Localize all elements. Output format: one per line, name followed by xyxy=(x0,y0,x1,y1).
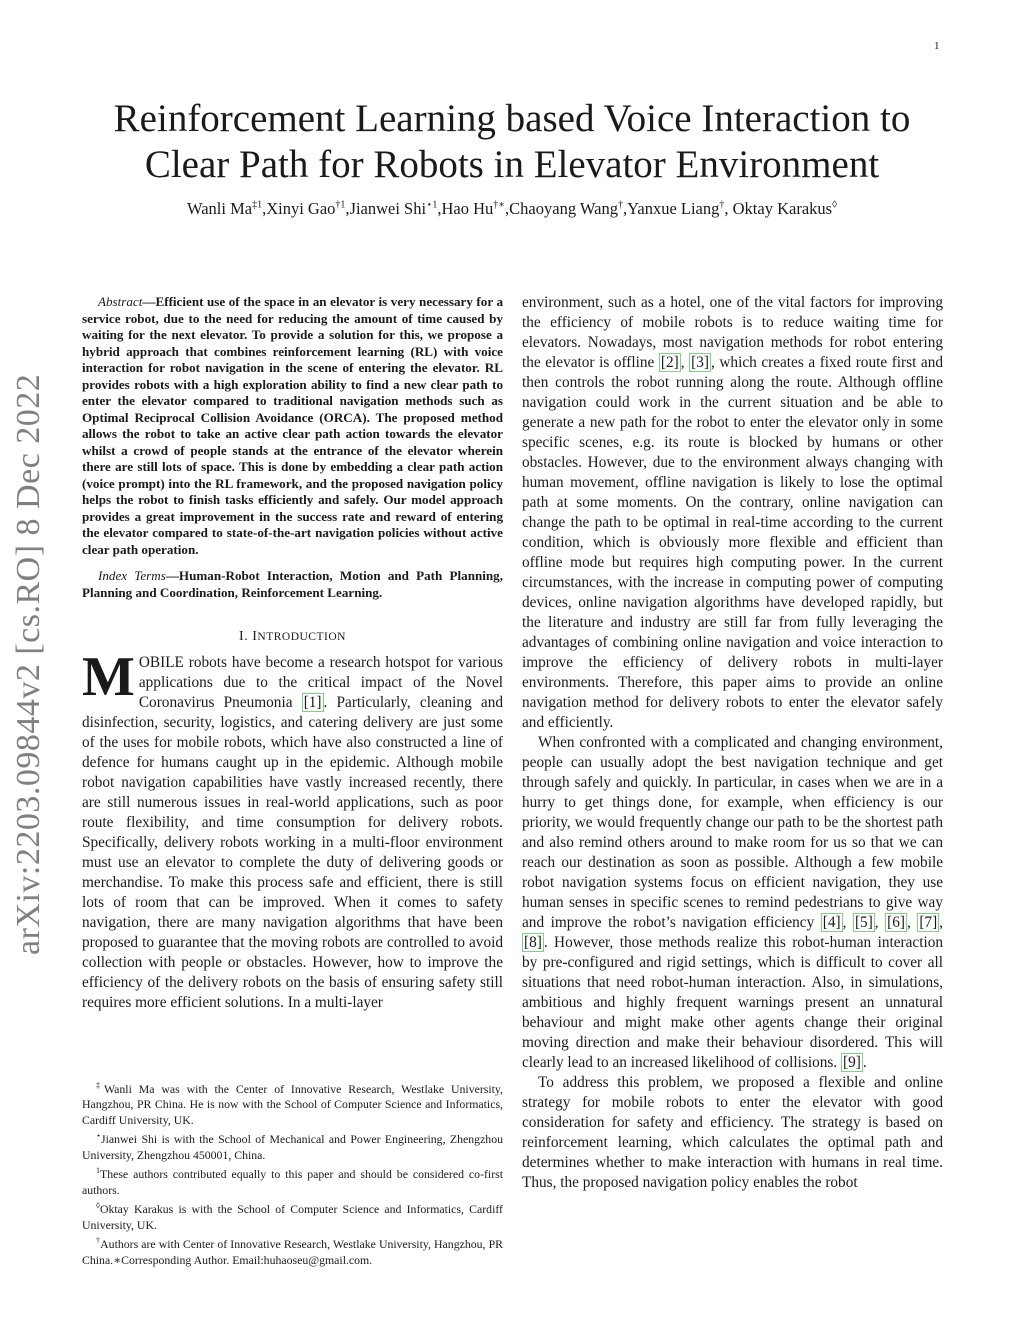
footnote xyxy=(82,1198,503,1233)
intro-text-part-2: . Particularly, cleaning and disinfection, security, logistics, and catering delivery are just some of the uses for mobile robots, which have also constructed a line of defence for humans caught up in the epidemic. Although mobile robot navigation capabilities have vastly increased recently, there are still numerous issues in real-world applications, such as poor route flexibility, and time consumption for delivery robots. Specifically, delivery robots working in a multi-floor environment must use an elevator to complete the duty of delivering goods or merchandise. To make this process safe and efficient, there is still lots of room that can be improved. When it comes to safety navigation, there are many navigation algorithms that have been proposed to guarantee that the moving robots are controlled to avoid collection with people or obstacles. However, how to improve the efficiency of the delivery robots on the basis of ensuring safety still requires more efficient solutions. In a multi-layer xyxy=(82,694,503,1011)
section-numeral: I. xyxy=(239,629,249,644)
author-mark: ◊ xyxy=(832,199,838,211)
footnote-text: Wanli Ma was with the Center of Innovative Research, Westlake University, Hangzhou, PR China. He is now with the School of Computer Science and Informatics, Cardiff University, UK. xyxy=(82,1081,503,1127)
citation-link-2[interactable]: [2] xyxy=(660,354,679,371)
right-text-part-1: environment, such as a hotel, one of the vital factors for improving the efficiency of mobile robots is to reduce waiting time for elevators. Nowadays, most navigation methods for robot entering the elevator is offline xyxy=(522,294,943,371)
section-heading-introduction xyxy=(82,629,503,645)
right-text-part-2: , which creates a fixed route first and then controls the robot running along the route. Although offline navigation could work in the current situation and be able to generate a new path for the robot to enter the elevator only in some specific scenes, e.g. its route is blocked by humans or other obstacles. However, due to the environment always changing with human movement, offline navigation is likely to lose the optimal path at some moments. On the contrary, online navigation can change the path to be optimal in real-time according to the current condition, which is obviously more flexible and efficient than offline mode but requires high computing power. In the current circumstances, with the increase in computing power of computing devices, online navigation algorithms have developed rapidly, but the literature and industry are still far from fully leveraging the advantages of combining online navigation and voice interaction to improve the efficiency of delivery robots in multi-layer environments. Therefore, this paper aims to provide an online navigation method for delivery robots to enter the elevator safely and efficiently. xyxy=(522,354,943,731)
author-mark: †1 xyxy=(335,199,346,211)
intro-text-part-1: robots have become a research hotspot for various applications due to the critical impact of the Novel Coronavirus Pneumonia xyxy=(138,654,503,711)
right-text-part-4: . However, those methods realize this robot-human interaction by pre-configured and rigid settings, which is difficult to cover all situations that need robot-human interaction. Also, in simulations, ambitious and highly frequent warnings present an unnatural behaviour and might make other agents change their original moving direction and make their behaviour disordered. This will clearly lead to an increased likelihood of collisions. xyxy=(522,934,943,1071)
right-text-part-3: When confronted with a complicated and changing environment, people can usually adopt the best navigation technique and get through safely and quickly. In particular, in cases when we are in a hurry to get things done, for example, when efficiency is our priority, we would frequently change our path to be the shortest path and also remind others around to make room for us so that we can reach our destination as soon as possible. Although a few mobile robot navigation systems focus on efficient navigation, they use human senses in specific scenes to remind pedestrians to give way and improve the robot’s navigation efficiency xyxy=(522,734,943,931)
index-terms-label: Index Terms xyxy=(98,568,166,583)
footnote-text: Authors are with Center of Innovative Research, Westlake University, Hangzhou, PR China.∗Corresponding Author. Email:huhaoseu@gmail.com. xyxy=(82,1237,504,1267)
footnote-mark: ◊ xyxy=(96,1201,100,1211)
author-mark: ⋆1 xyxy=(426,199,438,211)
footnote-mark: † xyxy=(96,1236,101,1246)
footnotes xyxy=(82,1078,503,1268)
footnote xyxy=(82,1128,503,1163)
index-terms-text: —Human-Robot Interaction, Motion and Path Planning, Planning and Coordination, Reinforcement Learning. xyxy=(82,568,504,600)
right-paragraph-1 xyxy=(522,293,943,733)
footnote xyxy=(82,1163,503,1198)
author-mark: †∗ xyxy=(493,199,506,211)
citation-link-6[interactable]: [6] xyxy=(887,914,905,931)
citation-separator: , xyxy=(874,914,886,931)
citation-link-9[interactable]: [9] xyxy=(843,1054,861,1071)
citation-link-1[interactable]: [1] xyxy=(303,694,322,711)
citation-link-4[interactable]: [4] xyxy=(822,914,841,931)
citation-separator: , xyxy=(939,914,943,931)
abstract-text: —Efficient use of the space in an elevator is very necessary for a service robot, due to the need for reducing the amount of time caused by waiting for the next elevator. To provide a solution for this, we propose a hybrid approach that combines reinforcement learning (RL) with voice interaction for robot navigation in the scene of entering the elevator. RL provides robots with a high exploration ability to find a new clear path to enter the elevator compared to traditional navigation methods such as Optimal Reciprocal Collision Avoidance (ORCA). The proposed method allows the robot to take an active clear path action towards the elevator whilst a crowd of people stands at the entrance of the elevator wherein there are still lots of space. This is done by embedding a clear path action (voice prompt) into the RL framework, and the proposed navigation policy helps the robot to finish tasks efficiently and safely. Our model approach provides a great improvement in the success rate and reward of entering the elevator compared to state-of-the-art navigation policies without active clear path operation. xyxy=(82,294,503,557)
author-name: Hao Hu xyxy=(441,199,494,218)
right-column xyxy=(522,293,943,1193)
drop-cap-letter: M xyxy=(82,646,135,708)
author-mark: † xyxy=(719,199,725,211)
author-name: Xinyi Gao xyxy=(266,199,336,218)
abstract xyxy=(82,294,503,558)
citation-link-3[interactable]: [3] xyxy=(691,354,709,371)
intro-first-word: OBILE xyxy=(138,654,184,671)
section-title-rest: NTRODUCTION xyxy=(257,631,346,643)
citation-separator: , xyxy=(680,354,690,371)
footnote-mark: ‡ xyxy=(96,1081,104,1090)
right-paragraph-3: To address this problem, we proposed a flexible and online strategy for mobile robots to enter the elevator with good consideration for safety and efficiency. The strategy is based on reinforcement learning, which calculates the optimal path and determines whether to make interaction with humans in real time. Thus, the proposed navigation policy enables the robot xyxy=(522,1074,943,1191)
page-number: 1 xyxy=(934,40,940,52)
section-initial: I xyxy=(252,629,258,644)
citation-separator: , xyxy=(842,914,853,931)
author-name: Jianwei Shi xyxy=(349,199,427,218)
footnote-mark: ⋆ xyxy=(96,1131,102,1141)
author-mark: ‡1 xyxy=(252,199,263,211)
citation-separator: , xyxy=(906,914,918,931)
author-name: Yanxue Liang xyxy=(627,199,720,218)
footnote-mark: 1 xyxy=(96,1166,100,1176)
author-name: Chaoyang Wang xyxy=(509,199,618,218)
abstract-label: Abstract xyxy=(98,294,143,309)
footnote-text: These authors contributed equally to this paper and should be considered co-first authors. xyxy=(82,1167,503,1197)
index-terms xyxy=(82,568,503,601)
arxiv-identifier-stamp[interactable]: arXiv:2203.09844v2 [cs.RO] 8 Dec 2022 xyxy=(10,373,47,955)
paper-title-line-1: Reinforcement Learning based Voice Interaction to xyxy=(113,97,911,140)
author-name: Oktay Karakus xyxy=(732,199,833,218)
footnote xyxy=(82,1233,503,1268)
author-mark: † xyxy=(617,199,623,211)
paper-title xyxy=(60,96,964,188)
citation-link-5[interactable]: [5] xyxy=(854,914,873,931)
author-name: Wanli Ma xyxy=(186,199,253,218)
footnote-text: Oktay Karakus is with the School of Computer Science and Informatics, Cardiff University, UK. xyxy=(82,1202,503,1232)
footnote-text: Jianwei Shi is with the School of Mechanical and Power Engineering, Zhengzhou University, Zhengzhou 450001, China. xyxy=(82,1132,503,1162)
citation-link-7[interactable]: [7] xyxy=(919,914,938,931)
paper-title-line-2: Clear Path for Robots in Elevator Environment xyxy=(144,143,880,186)
citation-link-8[interactable]: [8] xyxy=(524,934,542,951)
sentence-end: . xyxy=(862,1054,867,1071)
footnote xyxy=(82,1078,503,1128)
intro-paragraph xyxy=(82,646,503,1013)
left-column xyxy=(82,294,503,1013)
author-list: Wanli Ma$^{\ddagger 1}$,Xinyi Gao$^{\dagger 1}$,Jianwei Shi$^{⋆1}$,Hao Hu†∗,Chaoyang Wang†,Yanxue Liang†, Oktay Karakus◊ xyxy=(186,199,838,218)
right-paragraph-2 xyxy=(522,733,943,1073)
